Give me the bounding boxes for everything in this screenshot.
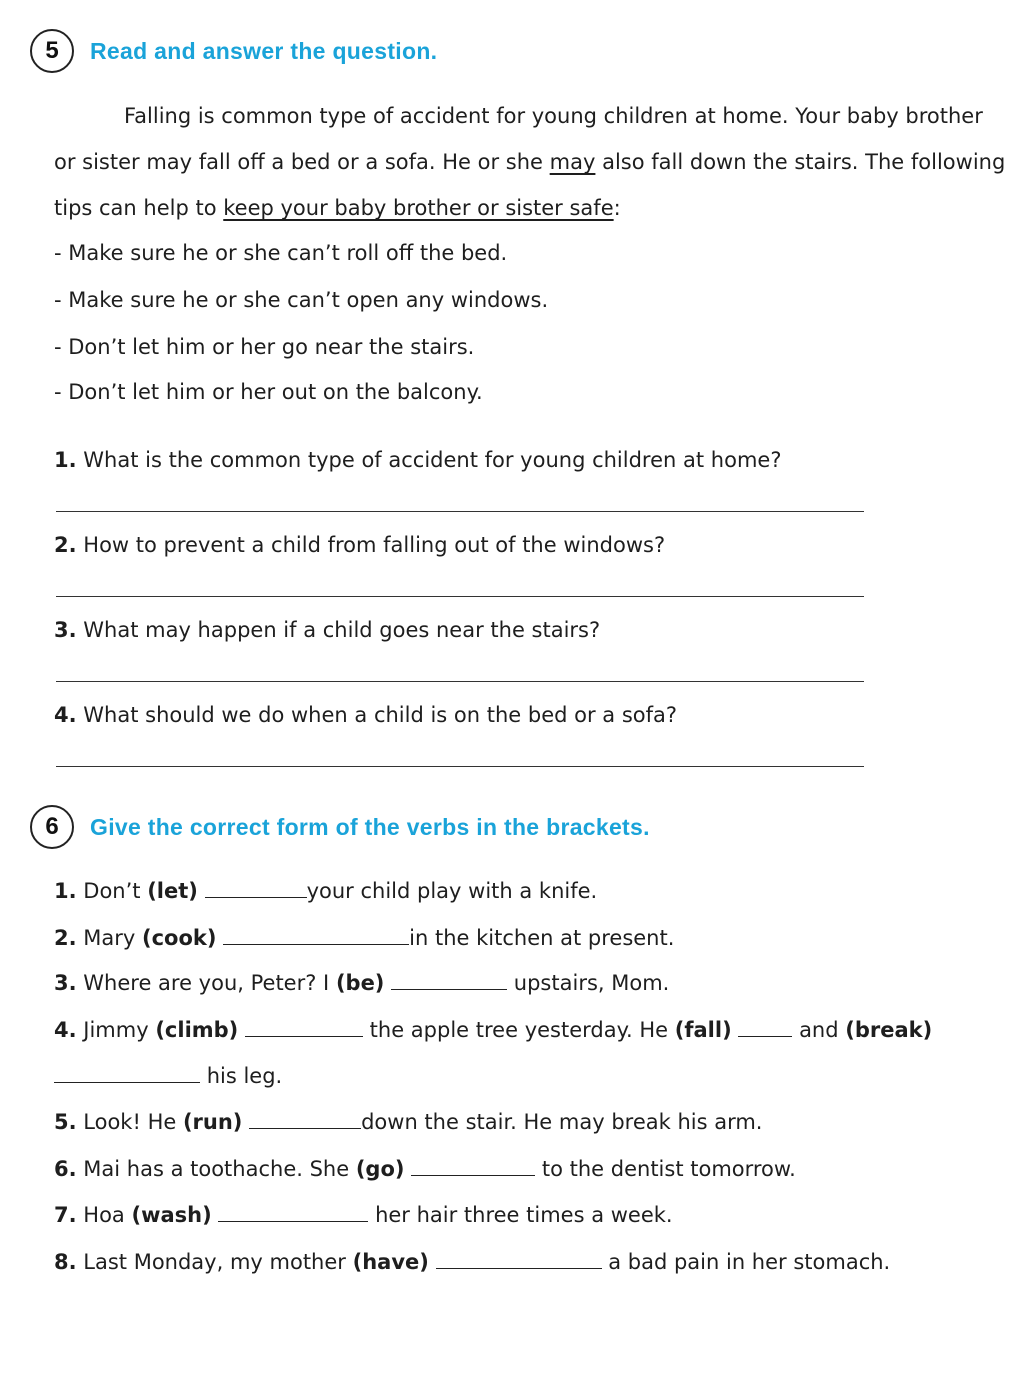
- passage-underlined-word: may: [549, 150, 596, 174]
- item-text: Jimmy: [83, 1018, 156, 1042]
- verb-hint: (have): [352, 1250, 429, 1274]
- exercise-item-4-continued: [54, 1060, 282, 1091]
- question-text: How to prevent a child from falling out of the windows?: [83, 533, 666, 557]
- exercise-item-5: [54, 1106, 762, 1137]
- passage-line-3: [54, 193, 621, 223]
- answer-line-4[interactable]: [56, 766, 864, 767]
- question-4: [54, 700, 677, 730]
- question-number: 2.: [54, 533, 77, 557]
- item-text: his leg.: [206, 1064, 283, 1088]
- item-number: 1.: [54, 879, 77, 903]
- exercise-item-7: [54, 1199, 673, 1230]
- answer-line-3[interactable]: [56, 681, 864, 682]
- answer-blank[interactable]: [54, 1060, 200, 1083]
- verb-hint: (climb): [155, 1018, 239, 1042]
- question-number: 1.: [54, 448, 77, 472]
- verb-hint: (wash): [131, 1203, 212, 1227]
- exercise-item-6: [54, 1153, 796, 1184]
- item-number: 2.: [54, 926, 77, 950]
- passage-text: or sister may fall off a bed or a sofa. He or she: [54, 150, 550, 174]
- answer-blank[interactable]: [205, 875, 307, 898]
- answer-line-2[interactable]: [56, 596, 864, 597]
- item-number: 7.: [54, 1203, 77, 1227]
- question-1: [54, 445, 781, 475]
- question-2: [54, 530, 665, 560]
- tip-item: - Don’t let him or her out on the balcony.: [54, 380, 483, 404]
- tip-item: - Don’t let him or her go near the stairs.: [54, 335, 475, 359]
- verb-hint: (break): [845, 1018, 933, 1042]
- item-number: 6.: [54, 1157, 77, 1181]
- item-text: upstairs, Mom.: [513, 971, 670, 995]
- section-6-header: [30, 805, 650, 849]
- answer-blank[interactable]: [391, 967, 507, 990]
- passage-line-1: [124, 101, 983, 131]
- exercise-item-1: [54, 875, 597, 906]
- answer-blank[interactable]: [223, 922, 409, 945]
- item-text: to the dentist tomorrow.: [541, 1157, 796, 1181]
- item-number: 8.: [54, 1250, 77, 1274]
- answer-blank[interactable]: [249, 1106, 361, 1129]
- item-text: Mai has a toothache. She: [83, 1157, 356, 1181]
- item-text: down the stair. He may break his arm.: [361, 1110, 763, 1134]
- exercise-item-2: [54, 922, 674, 953]
- verb-hint: (run): [182, 1110, 243, 1134]
- item-text: a bad pain in her stomach.: [608, 1250, 891, 1274]
- section-6-number-badge: 6: [30, 805, 74, 849]
- exercise-item-3: [54, 967, 669, 998]
- question-text: What is the common type of accident for young children at home?: [83, 448, 782, 472]
- section-5-title: Read and answer the question.: [90, 37, 438, 64]
- item-text: Where are you, Peter? I: [83, 971, 336, 995]
- answer-blank[interactable]: [738, 1014, 792, 1037]
- item-text: Last Monday, my mother: [83, 1250, 353, 1274]
- item-text: Hoa: [83, 1203, 132, 1227]
- answer-blank[interactable]: [411, 1153, 535, 1176]
- exercise-item-8: [54, 1246, 890, 1277]
- verb-hint: (fall): [674, 1018, 732, 1042]
- passage-text: also fall down the stairs. The following: [595, 150, 1006, 174]
- item-text: Mary: [83, 926, 143, 950]
- question-text: What should we do when a child is on the bed or a sofa?: [83, 703, 678, 727]
- question-text: What may happen if a child goes near the stairs?: [83, 618, 601, 642]
- item-text: the apple tree yesterday. He: [369, 1018, 675, 1042]
- answer-line-1[interactable]: [56, 511, 864, 512]
- question-number: 3.: [54, 618, 77, 642]
- section-6-title: Give the correct form of the verbs in the brackets.: [90, 813, 650, 840]
- passage-text: Falling is common type of accident for young children at home. Your baby brother: [124, 104, 983, 128]
- passage-text: :: [613, 196, 621, 220]
- verb-hint: (go): [355, 1157, 405, 1181]
- item-text: your child play with a knife.: [306, 879, 598, 903]
- item-number: 5.: [54, 1110, 77, 1134]
- exercise-item-4: [54, 1014, 932, 1045]
- item-text: Don’t: [83, 879, 148, 903]
- question-3: [54, 615, 600, 645]
- section-5-number-badge: 5: [30, 29, 74, 73]
- question-number: 4.: [54, 703, 77, 727]
- answer-blank[interactable]: [436, 1246, 602, 1269]
- item-text: in the kitchen at present.: [409, 926, 675, 950]
- passage-underlined-phrase: keep your baby brother or sister safe: [223, 196, 614, 220]
- answer-blank[interactable]: [218, 1199, 368, 1222]
- verb-hint: (let): [147, 879, 198, 903]
- item-text: her hair three times a week.: [375, 1203, 673, 1227]
- section-5-header: [30, 29, 437, 73]
- passage-text: tips can help to: [54, 196, 224, 220]
- tip-item: - Make sure he or she can’t open any windows.: [54, 288, 549, 312]
- verb-hint: (be): [335, 971, 385, 995]
- item-number: 3.: [54, 971, 77, 995]
- passage-line-2: [54, 147, 1005, 177]
- verb-hint: (cook): [142, 926, 217, 950]
- answer-blank[interactable]: [245, 1014, 363, 1037]
- item-text: Look! He: [83, 1110, 183, 1134]
- tip-item: - Make sure he or she can’t roll off the bed.: [54, 241, 508, 265]
- item-number: 4.: [54, 1018, 77, 1042]
- item-text: and: [799, 1018, 846, 1042]
